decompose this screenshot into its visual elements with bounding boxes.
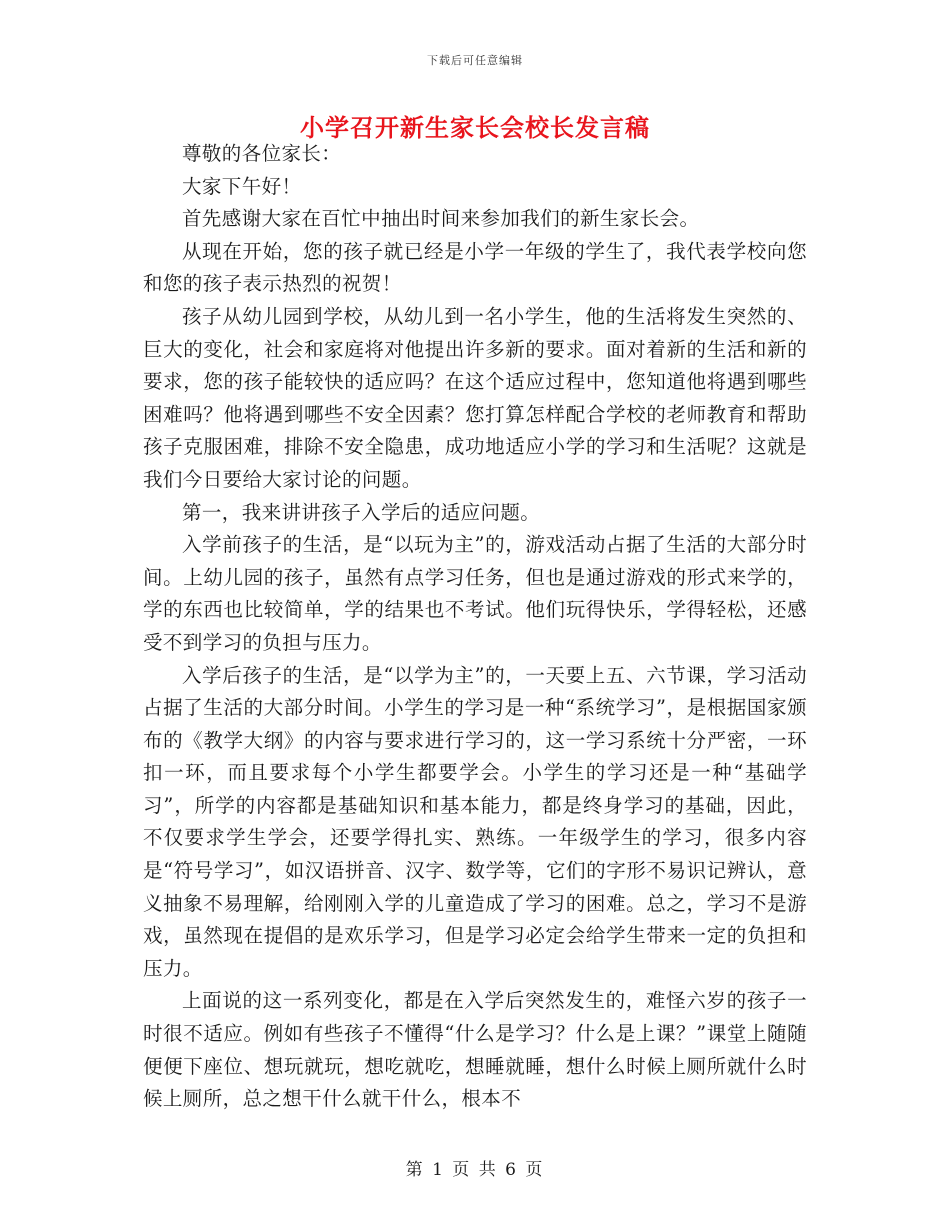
body-paragraph: 孩子从幼儿园到学校，从幼儿到一名小学生，他的生活将发生突然的、巨大的变化，社会和家庭将对他提出许多新的要求。面对着新的生活和新的要求，您的孩子能较快的适应吗？在这个适应过程中，您知道他将遇到哪些困难吗？他将遇到哪些不安全因素？您打算怎样配合学校的老师教育和帮助孩子克服困难，排除不安全隐患，成功地适应小学的学习和生活呢？这就是我们今日要给大家讨论的问题。 bbox=[143, 304, 807, 491]
salutation-paragraph: 尊敬的各位家长： bbox=[182, 142, 342, 165]
body-paragraph: 入学后孩子的生活，是“以学为主”的，一天要上五、六节课，学习活动占据了生活的大部分时间。小学生的学习是一种“系统学习”，是根据国家颁布的《教学大纲》的内容与要求进行学习的，这一学习系统十分严密，一环扣一环，而且要求每个小学生都要学会。小学生的学习还是一种“基础学习”，所学的内容都是基础知识和基本能力，都是终身学习的基础，因此，不仅要求学生学会，还要学得扎实、熟练。一年级学生的学习，很多内容是“符号学习”，如汉语拼音、汉字、数学等，它们的字形不易识记辨认，意义抽象不易理解，给刚刚入学的儿童造成了学习的困难。总之，学习不是游戏，虽然现在提倡的是欢乐学习，但是学习必定会给学生带来一定的负担和压力。 bbox=[143, 663, 807, 980]
body-paragraph: 上面说的这一系列变化，都是在入学后突然发生的，难怪六岁的孩子一时很不适应。例如有些孩子不懂得“什么是学习？什么是上课？”课堂上随随便便下座位、想玩就玩，想吃就吃，想睡就睡，想什么时候上厕所就什么时候上厕所，总之想干什么就干什么，根本不 bbox=[143, 989, 807, 1111]
section-heading-paragraph: 第一，我来讲讲孩子入学后的适应问题。 bbox=[182, 500, 541, 524]
body-paragraph: 入学前孩子的生活，是“以玩为主”的，游戏活动占据了生活的大部分时间。上幼儿园的孩子，虽然有点学习任务，但也是通过游戏的形式来学的，学的东西也比较简单，学的结果也不考试。他们玩得快乐，学得轻松，还感受不到学习的负担与压力。 bbox=[143, 533, 807, 654]
body-paragraph: 从现在开始，您的孩子就已经是小学一年级的学生了，我代表学校向您和您的孩子表示热烈的祝贺！ bbox=[143, 239, 807, 296]
document-body bbox=[143, 138, 807, 1116]
page-number-footer: 第 1 页 共 6 页 bbox=[405, 1160, 545, 1180]
page-header-note: 下载后可任意编辑 bbox=[427, 54, 523, 67]
greeting-paragraph: 大家下午好！ bbox=[182, 174, 302, 198]
document-title: 小学召开新生家长会校长发言稿 bbox=[300, 113, 650, 142]
body-paragraph: 首先感谢大家在百忙中抽出时间来参加我们的新生家长会。 bbox=[182, 207, 700, 231]
